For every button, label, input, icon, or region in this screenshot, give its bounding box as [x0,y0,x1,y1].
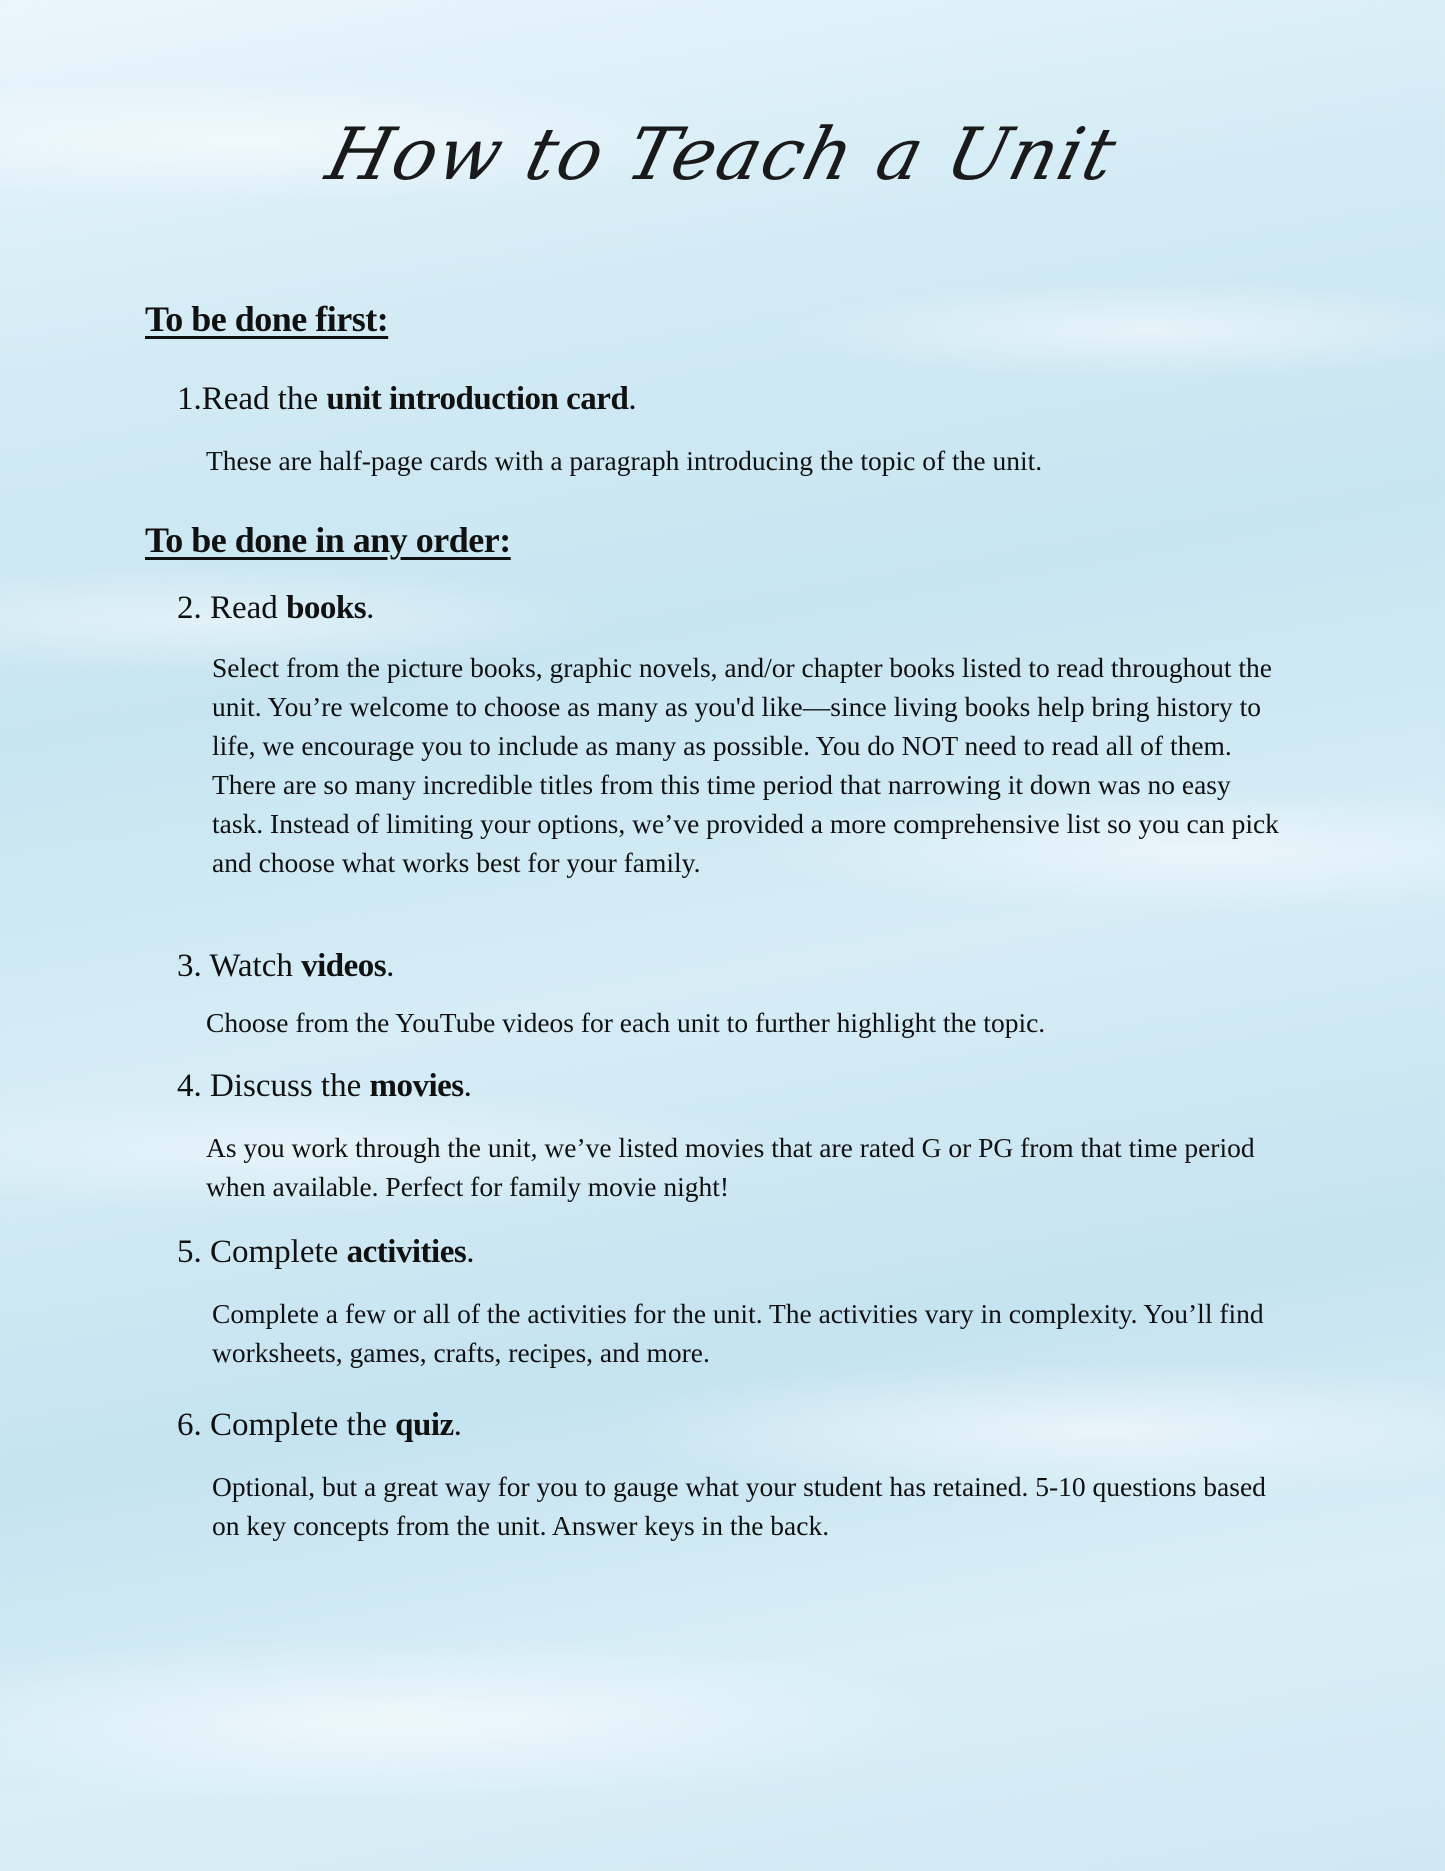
step-prefix: Complete [210,1234,347,1270]
step-prefix: Read the [201,381,327,417]
section-heading-any-order: To be done in any order: [145,520,511,560]
step-number: 4. [177,1068,202,1104]
step-prefix: Read [210,590,287,626]
step-suffix: . [466,1234,475,1270]
step-5-description: Complete a few or all of the activities for the unit. The activities vary in complexity. You’ll find worksheets, games, crafts, recipes, and more. [212,1298,1264,1368]
step-1-description: These are half-page cards with a paragraph introducing the topic of the unit. [206,445,1043,476]
section-heading-first: To be done first: [145,299,389,339]
step-suffix: . [366,590,375,626]
step-2 [177,590,374,627]
step-keyword: movies [369,1068,464,1104]
step-2-description: Select from the picture books, graphic novels, and/or chapter books listed to read throughout the unit. You’re welcome to choose as many as you'd like—since living books help bring history to life, we encourage you to include as many as possible. You do NOT need to read all of them. There are so many incredible titles from this time period that narrowing it down was no easy task. Instead of limiting your options, we’ve provided a more comprehensive list so you can pick and choose what works best for your family. [212,652,1279,878]
step-number: 2. [177,590,202,626]
step-prefix: Discuss the [210,1068,370,1104]
step-keyword: videos [301,948,387,984]
step-5 [177,1234,474,1271]
step-number: 1. [177,381,202,417]
step-keyword: books [286,590,367,626]
page-title: How to Teach a Unit [318,112,1127,196]
step-6-description: Optional, but a great way for you to gauge what your student has retained. 5-10 questions based on key concepts from the unit. Answer keys in the back. [212,1471,1266,1541]
step-number: 5. [177,1234,202,1270]
step-keyword: quiz [395,1407,454,1443]
step-3-description: Choose from the YouTube videos for each unit to further highlight the topic. [206,1007,1046,1038]
step-prefix: Watch [209,948,302,984]
step-keyword: activities [346,1234,467,1270]
step-4 [177,1068,472,1105]
step-prefix: Complete the [210,1407,396,1443]
step-suffix: . [628,381,637,417]
step-keyword: unit introduction card [326,381,629,417]
step-6 [177,1407,462,1444]
step-suffix: . [386,948,395,984]
step-4-description: As you work through the unit, we’ve listed movies that are rated G or PG from that time period when available. Perfect for family movie night! [206,1132,1255,1202]
step-1 [177,381,637,418]
step-suffix: . [463,1068,472,1104]
step-number: 6. [177,1407,202,1443]
step-suffix: . [453,1407,462,1443]
step-3 [177,948,394,985]
step-number: 3. [177,948,202,984]
